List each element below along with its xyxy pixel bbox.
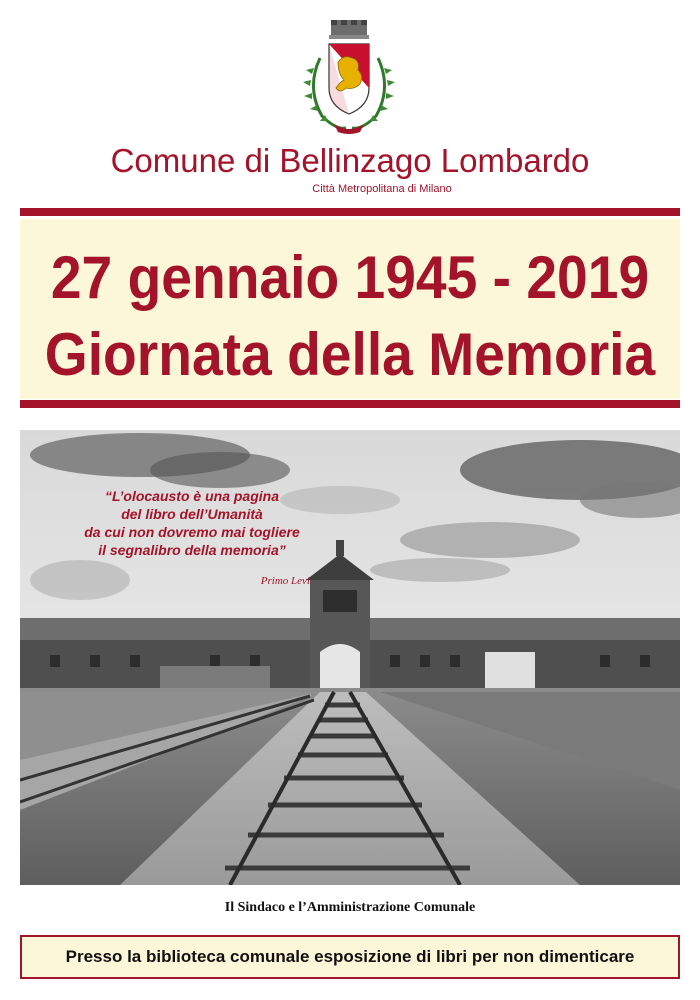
- library-notice: Presso la biblioteca comunale esposizione di libri per non dimenticare: [20, 935, 680, 979]
- quote-line: da cui non dovremo mai togliere: [84, 524, 300, 540]
- quote-line: del libro dell’Umanità: [121, 506, 263, 522]
- sindaco-signature: Il Sindaco e l’Amministrazione Comunale: [224, 900, 476, 915]
- citta-subtitle: Città Metropolitana di Milano: [312, 183, 452, 195]
- quote-text: [52, 487, 332, 559]
- comune-title: Comune di Bellinzago Lombardo: [110, 142, 590, 179]
- top-divider: [20, 208, 680, 216]
- quote-line: il segnalibro della memoria”: [98, 542, 286, 558]
- quote-author: Primo Levi: [260, 575, 310, 587]
- headline-date: 27 gennaio 1945 - 2019: [50, 244, 650, 311]
- bottom-divider: [20, 400, 680, 408]
- coat-of-arms-icon: [302, 18, 396, 134]
- quote-line: “L’olocausto è una pagina: [105, 488, 279, 504]
- headline-title: Giornata della Memoria: [44, 321, 656, 388]
